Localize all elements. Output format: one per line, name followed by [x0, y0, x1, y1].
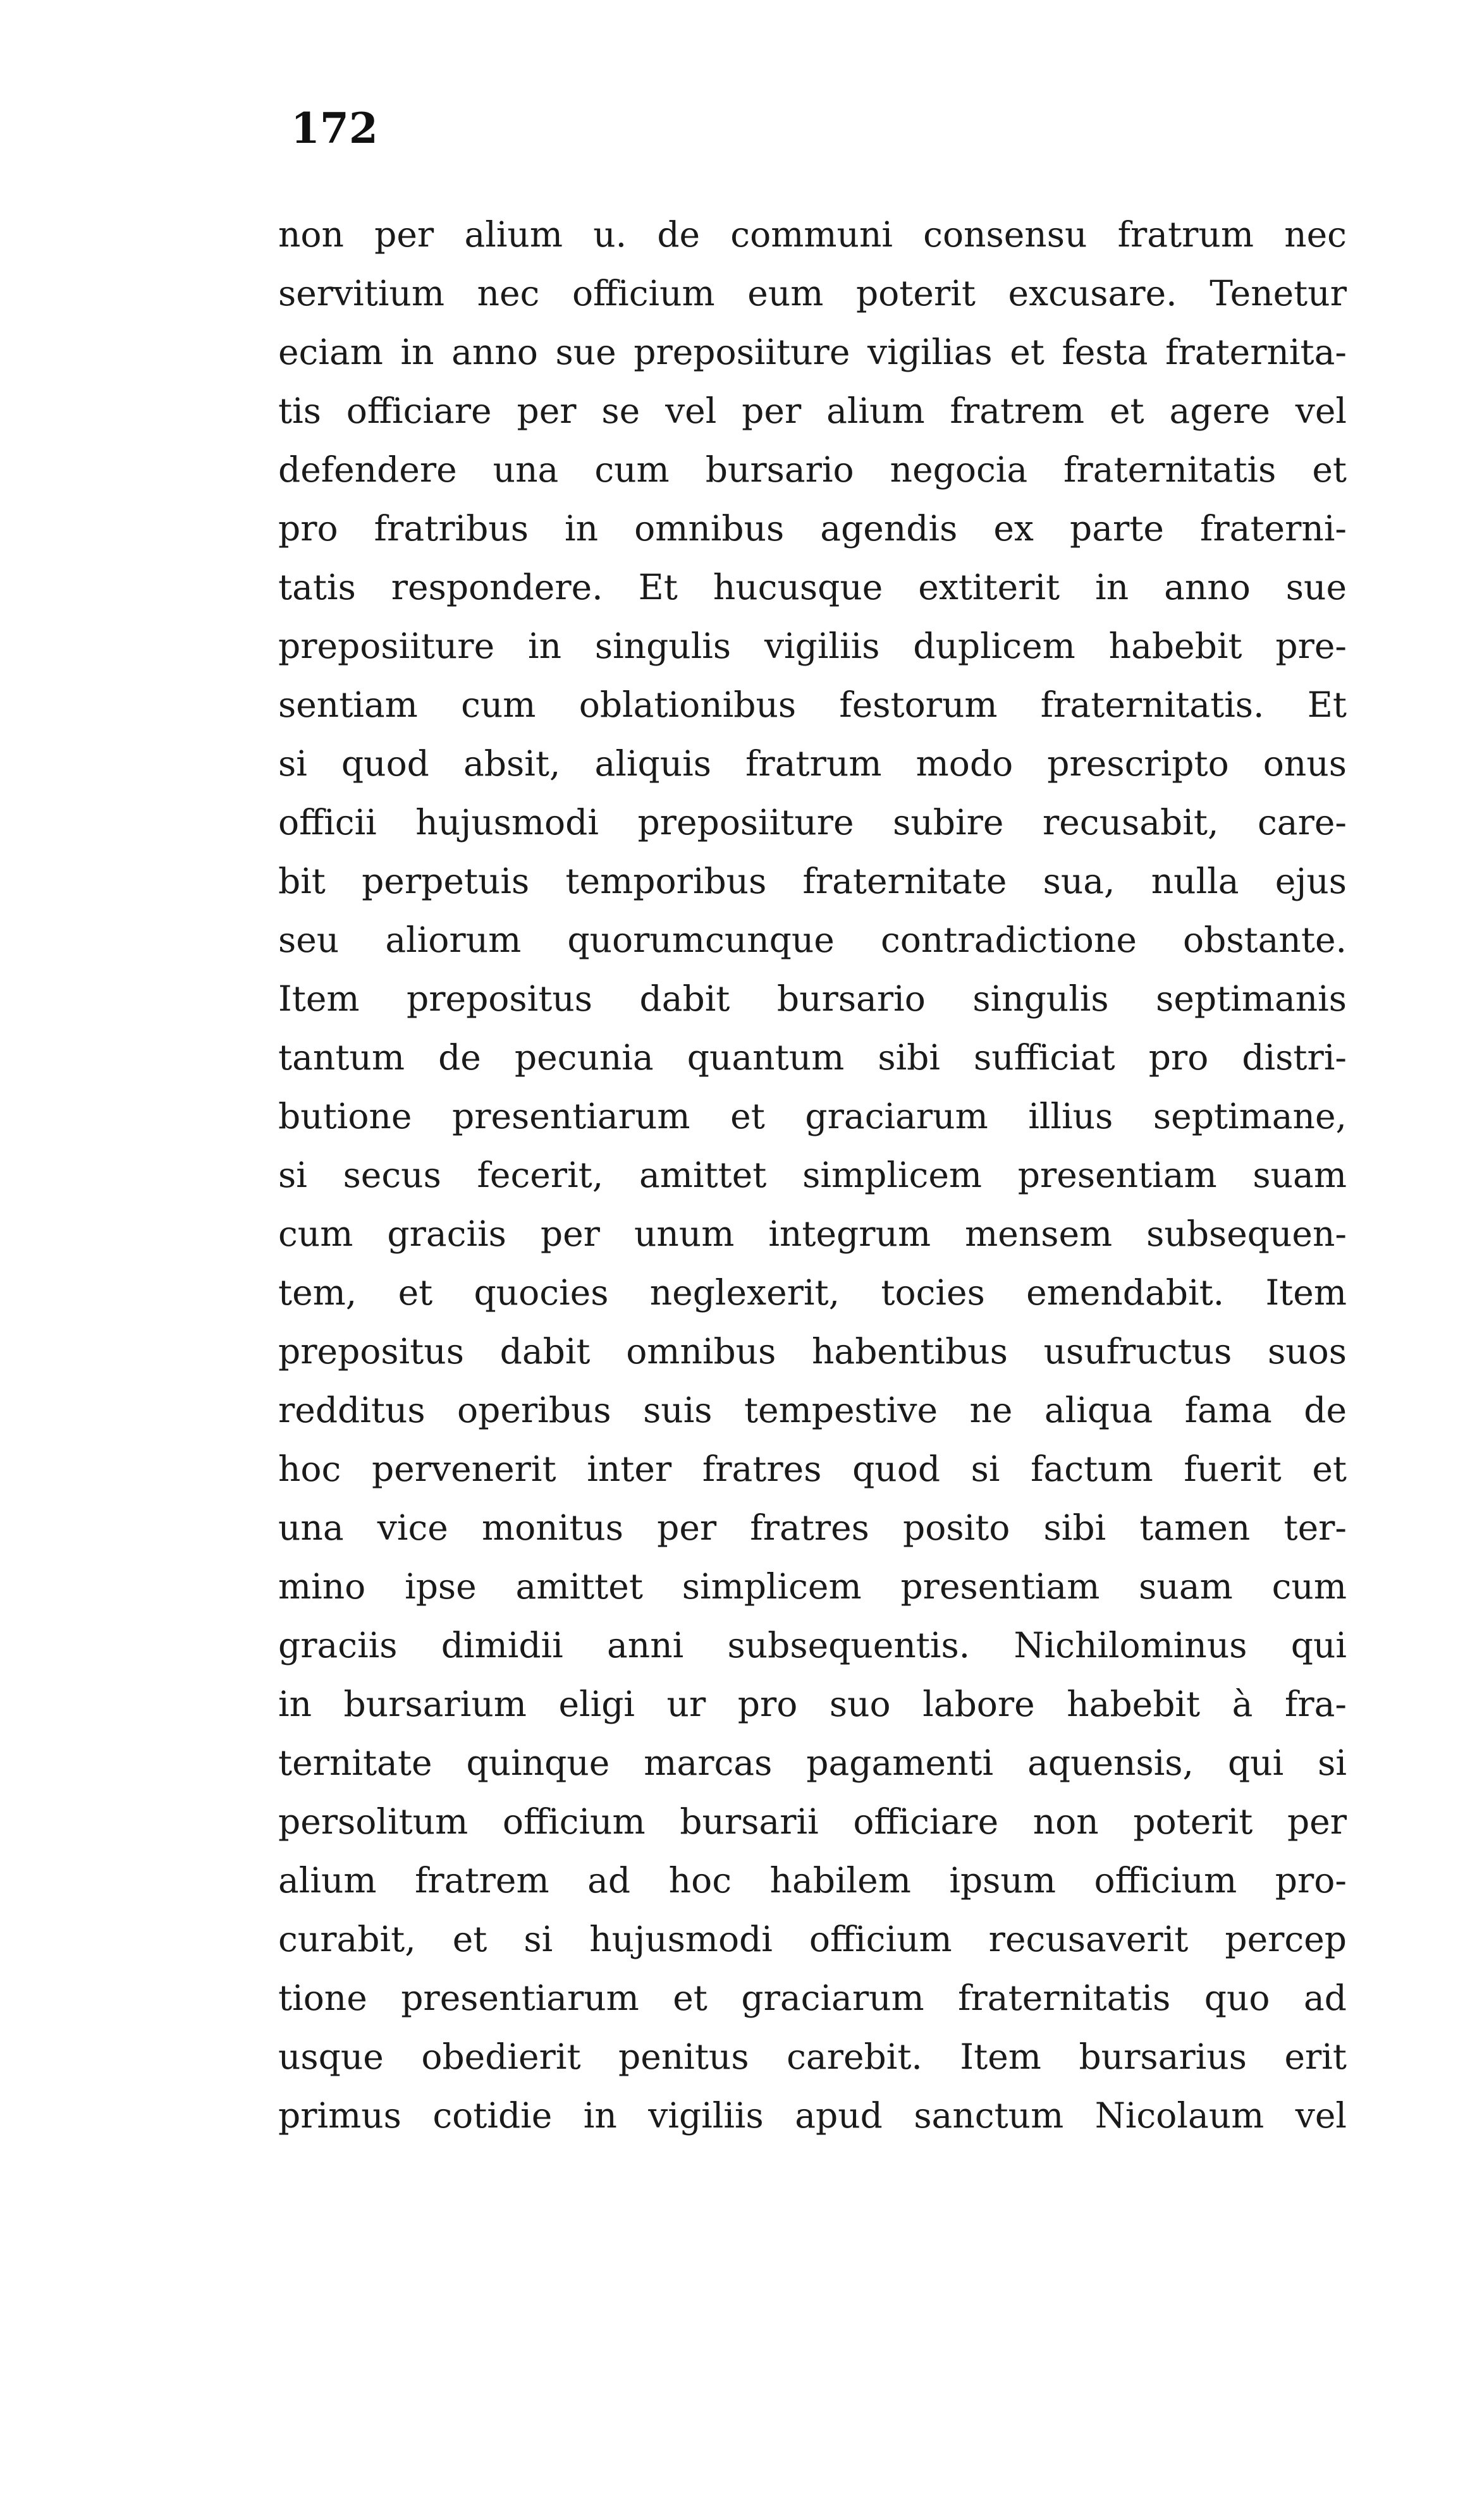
text-line: primus cotidie in vigiliis apud sanctum Nicolaum vel [278, 2095, 1347, 2136]
text-line: prepositus dabit omnibus habentibus usufructus suos [278, 1331, 1347, 1372]
text-line: pro fratribus in omnibus agendis ex parte fraterni- [278, 508, 1347, 549]
text-line: persolitum officium bursarii officiare non poterit per [278, 1801, 1347, 1842]
text-line: bit perpetuis temporibus fraternitate sua, nulla ejus [278, 861, 1347, 901]
text-line: tis officiare per se vel per alium fratrem et agere vel [278, 391, 1347, 431]
text-line: sentiam cum oblationibus festorum fraternitatis. Et [278, 685, 1347, 725]
text-line: si secus fecerit, amittet simplicem presentiam suam [278, 1155, 1347, 1195]
text-line: in bursarium eligi ur pro suo labore habebit à fra- [278, 1684, 1347, 1724]
text-line: mino ipse amittet simplicem presentiam suam cum [278, 1566, 1347, 1607]
body-text [278, 205, 1347, 2145]
page-number: 172 [291, 104, 378, 153]
text-line: una vice monitus per fratres posito sibi tamen ter- [278, 1507, 1347, 1548]
text-line: cum graciis per unum integrum mensem subsequen- [278, 1214, 1347, 1254]
text-line: usque obedierit penitus carebit. Item bursarius erit [278, 2036, 1347, 2077]
text-line: tem, et quocies neglexerit, tocies emendabit. Item [278, 1272, 1347, 1313]
text-line: alium fratrem ad hoc habilem ipsum officium pro- [278, 1860, 1347, 1901]
text-line: graciis dimidii anni subsequentis. Nichilominus qui [278, 1625, 1347, 1665]
text-line: hoc pervenerit inter fratres quod si factum fuerit et [278, 1449, 1347, 1489]
text-line: eciam in anno sue preposiiture vigilias et festa fraternita- [278, 332, 1347, 372]
text-line: seu aliorum quorumcunque contradictione obstante. [278, 920, 1347, 960]
text-line: butione presentiarum et graciarum illius septimane, [278, 1096, 1347, 1136]
text-line: ternitate quinque marcas pagamenti aquensis, qui si [278, 1743, 1347, 1783]
text-line: tatis respondere. Et hucusque extiterit in anno sue [278, 567, 1347, 607]
text-line: servitium nec officium eum poterit excusare. Tenetur [278, 273, 1347, 313]
text-line: si quod absit, aliquis fratrum modo prescripto onus [278, 743, 1347, 784]
text-line: officii hujusmodi preposiiture subire recusabit, care- [278, 802, 1347, 843]
text-line: tione presentiarum et graciarum fraternitatis quo ad [278, 1978, 1347, 2018]
text-line: redditus operibus suis tempestive ne aliqua fama de [278, 1390, 1347, 1430]
text-line: Item prepositus dabit bursario singulis septimanis [278, 978, 1347, 1019]
text-line: tantum de pecunia quantum sibi sufficiat pro distri- [278, 1037, 1347, 1078]
text-line: curabit, et si hujusmodi officium recusaverit percep [278, 1919, 1347, 1959]
text-line: defendere una cum bursario negocia fraternitatis et [278, 449, 1347, 490]
text-line: non per alium u. de communi consensu fratrum nec [278, 214, 1347, 255]
text-line: preposiiture in singulis vigiliis duplicem habebit pre- [278, 626, 1347, 666]
